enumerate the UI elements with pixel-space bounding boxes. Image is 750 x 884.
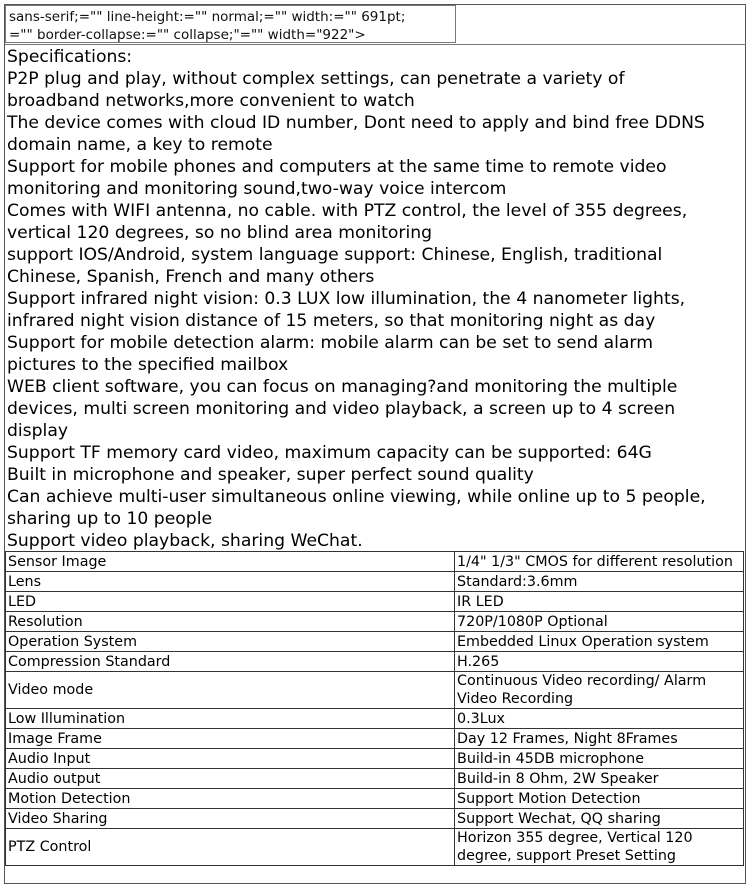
table-row: [6, 612, 744, 632]
spec-value-line: Support Motion Detection: [457, 790, 641, 807]
table-row: [6, 552, 744, 572]
spec-value-cell: [455, 729, 744, 749]
spec-line: Support video playback, sharing WeChat.: [7, 531, 363, 551]
spec-key-cell: Compression Standard: [6, 652, 455, 672]
spec-key-cell: PTZ Control: [6, 829, 455, 866]
spec-line: P2P plug and play, without complex settings, can penetrate a variety of: [7, 69, 625, 89]
code-line-2: ="" border-collapse:="" collapse;"="" width="922">: [9, 27, 366, 43]
spec-line: devices, multi screen monitoring and video playback, a screen up to 4 screen: [7, 399, 676, 419]
spec-value-line: IR LED: [457, 593, 504, 610]
spec-line: Chinese, Spanish, French and many others: [7, 267, 375, 287]
specifications-section: [5, 44, 746, 551]
table-row: [6, 789, 744, 809]
table-row: [6, 769, 744, 789]
spec-key-cell: Video Sharing: [6, 809, 455, 829]
spec-table: [5, 551, 744, 866]
table-row: [6, 829, 744, 866]
spec-line: support IOS/Android, system language support: Chinese, English, traditional: [7, 245, 663, 265]
spec-value-line: Day 12 Frames, Night 8Frames: [457, 730, 678, 747]
spec-value-line: Video Recording: [457, 691, 574, 707]
spec-key-cell: Lens: [6, 572, 455, 592]
spec-value-cell: [455, 592, 744, 612]
spec-line: Support TF memory card video, maximum capacity can be supported: 64G: [7, 443, 652, 463]
spec-key-cell: Image Frame: [6, 729, 455, 749]
table-row: [6, 652, 744, 672]
spec-key-cell: Operation System: [6, 632, 455, 652]
spec-value-cell: [455, 672, 744, 709]
spec-line: sharing up to 10 people: [7, 509, 213, 529]
spec-line: vertical 120 degrees, so no blind area monitoring: [7, 223, 433, 243]
spec-value-cell: [455, 829, 744, 866]
table-row: [6, 749, 744, 769]
spec-line: WEB client software, you can focus on managing?and monitoring the multiple: [7, 377, 678, 397]
spec-line: display: [7, 421, 69, 441]
spec-line: The device comes with cloud ID number, Dont need to apply and bind free DDNS: [7, 113, 705, 133]
spec-value-cell: [455, 789, 744, 809]
spec-value-line: Horizon 355 degree, Vertical 120: [457, 830, 693, 846]
spec-value-cell: [455, 632, 744, 652]
table-row: [6, 592, 744, 612]
spec-line: domain name, a key to remote: [7, 135, 273, 155]
spec-value-line: H.265: [457, 653, 500, 670]
spec-line: Can achieve multi-user simultaneous online viewing, while online up to 5 people,: [7, 487, 706, 507]
code-text-box: [5, 5, 456, 43]
spec-value-line: Build-in 8 Ohm, 2W Speaker: [457, 770, 659, 787]
spec-key-cell: Low Illumination: [6, 709, 455, 729]
spec-value-cell: [455, 572, 744, 592]
spec-value-cell: [455, 612, 744, 632]
spec-value-line: Standard:3.6mm: [457, 573, 578, 590]
spec-value-line: 1/4" 1/3" CMOS for different resolution: [457, 553, 733, 570]
spec-key-cell: Motion Detection: [6, 789, 455, 809]
spec-value-line: Continuous Video recording/ Alarm: [457, 673, 707, 689]
spec-value-line: 0.3Lux: [457, 710, 505, 727]
spec-value-line: Embedded Linux Operation system: [457, 633, 709, 650]
spec-value-line: Support Wechat, QQ sharing: [457, 810, 661, 827]
spec-value-cell: [455, 709, 744, 729]
spec-value-line: degree, support Preset Setting: [457, 848, 676, 864]
table-row: [6, 572, 744, 592]
spec-line: Built in microphone and speaker, super perfect sound quality: [7, 465, 534, 485]
spec-line: infrared night vision distance of 15 meters, so that monitoring night as day: [7, 311, 656, 331]
spec-value-line: Build-in 45DB microphone: [457, 750, 645, 767]
spec-line: Support for mobile detection alarm: mobile alarm can be set to send alarm: [7, 333, 653, 353]
spec-key-cell: Audio output: [6, 769, 455, 789]
spec-value-cell: [455, 769, 744, 789]
table-row: [6, 709, 744, 729]
spec-line: broadband networks,more convenient to watch: [7, 91, 415, 111]
spec-key-cell: LED: [6, 592, 455, 612]
spec-line: Support for mobile phones and computers at the same time to remote video: [7, 157, 667, 177]
spec-line: Support infrared night vision: 0.3 LUX low illumination, the 4 nanometer lights,: [7, 289, 686, 309]
spec-value-cell: [455, 809, 744, 829]
table-row: [6, 729, 744, 749]
spec-line: monitoring and monitoring sound,two-way voice intercom: [7, 179, 507, 199]
spec-key-cell: Resolution: [6, 612, 455, 632]
spec-value-cell: [455, 749, 744, 769]
spec-key-cell: Video mode: [6, 672, 455, 709]
spec-key-cell: Sensor Image: [6, 552, 455, 572]
specifications-heading: Specifications:: [7, 47, 133, 67]
table-row: [6, 809, 744, 829]
spec-value-line: 720P/1080P Optional: [457, 613, 608, 630]
spec-key-cell: Audio Input: [6, 749, 455, 769]
code-line-1: sans-serif;="" line-height:="" normal;="" width:="" 691pt;: [9, 9, 406, 25]
table-row: [6, 672, 744, 709]
spec-line: Comes with WIFI antenna, no cable. with PTZ control, the level of 355 degrees,: [7, 201, 688, 221]
spec-value-cell: [455, 552, 744, 572]
spec-value-cell: [455, 652, 744, 672]
table-row: [6, 632, 744, 652]
spec-line: pictures to the specified mailbox: [7, 355, 289, 375]
